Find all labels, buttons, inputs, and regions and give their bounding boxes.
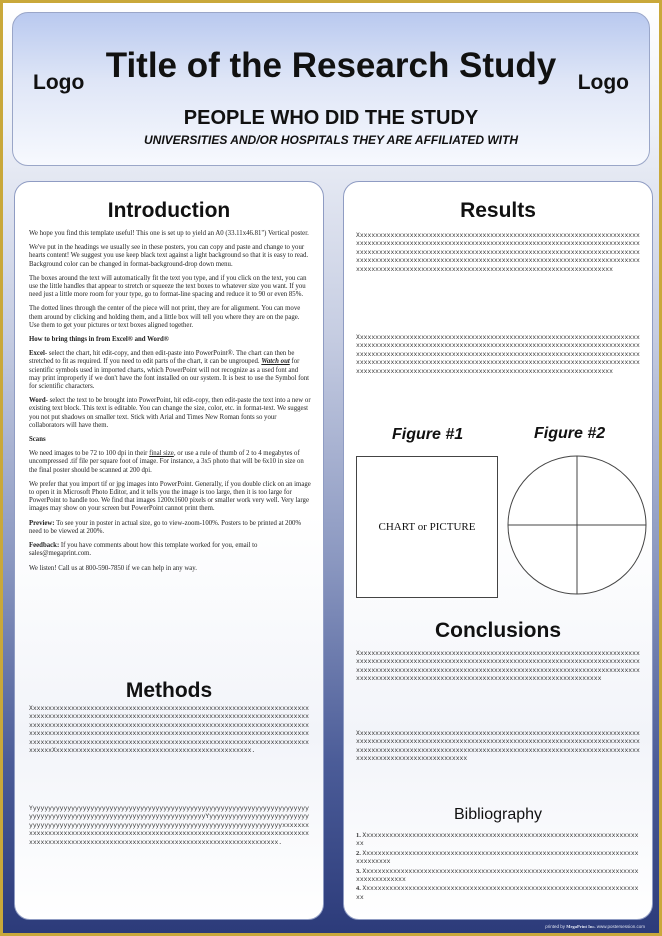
chart-placeholder-label: CHART or PICTURE (378, 521, 476, 533)
word-paragraph (29, 397, 311, 430)
contact-paragraph: We listen! Call us at 800-590-7850 if we can help in any way. (29, 564, 197, 572)
preview-label: Preview: (29, 519, 55, 527)
figure-1-placeholder (356, 456, 498, 598)
final-size-text: final size (149, 450, 174, 458)
introduction-body (29, 230, 311, 579)
conclusions-text-block: Xxxxxxxxxxxxxxxxxxxxxxxxxxxxxxxxxxxxxxxxxxxxxxxxxxxxxxxxxxxxxxxxxxxxxxxxxxxxxxxxxxxxxxxxxxxxxxxxxxxxxxxxxxxxxxxxxxxxxxxxxxxxxxxxxxxxxxxxxxxxxxxxxxxxxxxxxxxxxxxxxxxxxxxxxxxxxxxxxxxxxxxxxxxxxxxxxxxxxxxxxxxxxxxxxxxxxxxxxxxxxxxxxxxxxxxxxxxxxxxxxxxxxxxxxxx (356, 730, 640, 763)
bibliography-item-text: Xxxxxxxxxxxxxxxxxxxxxxxxxxxxxxxxxxxxxxxxxxxxxxxxxxxxxxxxxxxxxxxxxxxxxxxxxx (356, 832, 639, 848)
logo-right: Logo (577, 71, 629, 94)
word-text: - select the text to be brought into PowerPoint, hit edit-copy, then edit-paste the text into a new or existing text block. This text is editable. You can change the size, color, etc. in format-text. We suggest you not put shadows on smaller text. Stick with Arial and Times New Roman fonts so your collaborators will have them. (29, 397, 311, 429)
left-column-panel (14, 181, 324, 920)
bibliography-item: 4. Xxxxxxxxxxxxxxxxxxxxxxxxxxxxxxxxxxxxxxxxxxxxxxxxxxxxxxxxxxxxxxxxxxxxxxxxxx (356, 885, 639, 901)
bibliography-item-text: Xxxxxxxxxxxxxxxxxxxxxxxxxxxxxxxxxxxxxxxxxxxxxxxxxxxxxxxxxxxxxxxxxxxxxxxxxx (356, 885, 639, 901)
intro-paragraph: The dotted lines through the center of the piece will not print, they are for alignment. You can move them around by clicking and holding them, and a little box will tell you where they are on the page. Use them to get your pictures or text boxes aligned together. (29, 305, 301, 329)
scans-heading (29, 436, 311, 444)
bibliography-item: 3. Xxxxxxxxxxxxxxxxxxxxxxxxxxxxxxxxxxxxxxxxxxxxxxxxxxxxxxxxxxxxxxxxxxxxxxxxxxxxxxxxxxxxx (356, 867, 639, 884)
intro-paragraph: The boxes around the text will automatically fit the text you type, and if you click on the text, you can use the little handles that appear to stretch or squeeze the text boxes to whatever size you want. If you need just a little more room for your type, go to format-line spacing and reduce it to 90 or even 85%. (29, 274, 307, 299)
feedback-label: Feedback: (29, 542, 60, 550)
import-paragraph: We prefer that you import tif or jpg images into PowerPoint. Generally, if you double click on an image to open it in Microsoft Photo Editor, and it tells you the image is too large, then it is too large for PowerPoint to handle too. We find that images 1200x1600 pixels or smaller work very well. Very large images may show on your screen but PowerPoint cannot print them. (29, 480, 311, 513)
authors: PEOPLE WHO DID THE STUDY (183, 107, 479, 129)
how-to-heading (29, 336, 311, 344)
excel-text-cont: for scientific symbols used in imported charts, which PowerPoint will not recognize as a used font and may print improperly if we don't have the font installed on our system. It is best to use the Symbol font for scientific characters. (29, 358, 310, 391)
figure-2-circle-diagram (506, 454, 648, 596)
logo-left: Logo (33, 71, 85, 94)
methods-text-block: YyyyyyyyyyyyyyyyyyyyyyyyyyyyyyyyyyyyyyyyyyyyyyyyyyyyyyyyyyyyyyyyyyyyyyyyyyyyyyyyyyyyyyyyyyyyyyyyyyyyyyyyyyyyyyyyyyyyyyyYyyyyyyyyyyyyyyyyyyyyyyyyyyyyyyyyyyyyyyyyyyyyyyyyyyyyyyyyyyyyyyyyyyyyyyyyyyyyyyyyyyyyyyyyyyyyxxxxxxxxxxxxxxxxxxxxxxxxxxxxxxxxxxxxxxxxxxxxxxxxxxxxxxxxxxxxxxxxxxxxxxxxxxxxxxxxxxxxxxxxxxxxxxxxxxxxxxxxxxxxxxxxxxxxxxxxxxxxxxxxxxxxxxxxxxxxxxxxx. (29, 805, 309, 846)
introduction-heading: Introduction (107, 199, 231, 222)
figure-1-title: Figure #1 (392, 426, 464, 443)
feedback-text: If you have comments about how this template worked for you, email to sales@megaprint.com. (29, 542, 258, 558)
results-text-block: Xxxxxxxxxxxxxxxxxxxxxxxxxxxxxxxxxxxxxxxxxxxxxxxxxxxxxxxxxxxxxxxxxxxxxxxxxxxxxxxxxxxxxxxxxxxxxxxxxxxxxxxxxxxxxxxxxxxxxxxxxxxxxxxxxxxxxxxxxxxxxxxxxxxxxxxxxxxxxxxxxxxxxxxxxxxxxxxxxxxxxxxxxxxxxxxxxxxxxxxxxxxxxxxxxxxxxxxxxxxxxxxxxxxxxxxxxxxxxxxxxxxxxxxxxxxxxxxxxxxxxxxxxxxxxxxxxxxxxxxxxxxxxxxxxxxxxxxxxxxxxxxxxxxxxxxxxxxxxxxxxxxxxxxxxxxxxxxxxxxxxxxxxxxxxxxxxxxxxxxxxxx (356, 334, 640, 375)
preview-text: To see your in poster in actual size, go to view-zoom-100%. Posters to be printed at 200% need to be viewed at 200%. (29, 519, 302, 535)
footer-brand: MegaPrint Inc. (566, 924, 596, 929)
word-label: Word (29, 397, 46, 405)
scans-paragraph (29, 450, 311, 475)
footer-printed-by: printed by (545, 924, 567, 929)
right-column-panel (343, 181, 653, 920)
intro-paragraph: We've put in the headings we usually see in these posters, you can copy and paste and change to your hearts content! We suggest you use keep black text against a light background so that it is easy to read. Background color can be changed in format-background-drop down menu. (29, 244, 309, 268)
conclusions-text-block: Xxxxxxxxxxxxxxxxxxxxxxxxxxxxxxxxxxxxxxxxxxxxxxxxxxxxxxxxxxxxxxxxxxxxxxxxxxxxxxxxxxxxxxxxxxxxxxxxxxxxxxxxxxxxxxxxxxxxxxxxxxxxxxxxxxxxxxxxxxxxxxxxxxxxxxxxxxxxxxxxxxxxxxxxxxxxxxxxxxxxxxxxxxxxxxxxxxxxxxxxxxxxxxxxxxxxxxxxxxxxxxxxxxxxxxxxxxxxxxxxxxxxxxxxxxxxxxxxxxxxxxxxxxxxxxxxxxxxxxxxxxxxxx (356, 650, 640, 683)
conclusions-heading: Conclusions (434, 619, 561, 642)
how-to-heading-text: How to bring things in from Excel® and Word® (29, 336, 169, 344)
footer-credit (545, 924, 645, 929)
poster-title: Title of the Research Study (105, 46, 557, 85)
methods-heading: Methods (125, 679, 213, 702)
excel-paragraph (29, 350, 311, 391)
scans-text: We need images to be 72 to 100 dpi in their (29, 450, 150, 458)
footer-site: www.postersession.com (595, 924, 645, 929)
bibliography-heading: Bibliography (453, 806, 543, 823)
scans-label: Scans (29, 436, 46, 444)
bibliography-item-text: Xxxxxxxxxxxxxxxxxxxxxxxxxxxxxxxxxxxxxxxxxxxxxxxxxxxxxxxxxxxxxxxxxxxxxxxxxxxxxxxxxxxxx (356, 867, 639, 884)
figure-2-title: Figure #2 (534, 425, 606, 442)
intro-paragraph: We hope you find this template useful! This one is set up to yield an A0 (33.11x46.81") Vertical poster. (29, 230, 309, 237)
feedback-paragraph (29, 542, 311, 558)
bibliography-item-text: Xxxxxxxxxxxxxxxxxxxxxxxxxxxxxxxxxxxxxxxxxxxxxxxxxxxxxxxxxxxxxxxxxxxxxxxxxxxxxxxxx (356, 849, 639, 866)
preview-paragraph (29, 520, 311, 536)
excel-text: - select the chart, hit edit-copy, and then edit-paste into PowerPoint®. The chart can then be stretched to fit as required. If you need to edit parts of the chart, it can be ungrouped. (29, 350, 295, 366)
excel-label: Excel (29, 350, 45, 358)
results-text-block: Xxxxxxxxxxxxxxxxxxxxxxxxxxxxxxxxxxxxxxxxxxxxxxxxxxxxxxxxxxxxxxxxxxxxxxxxxxxxxxxxxxxxxxxxxxxxxxxxxxxxxxxxxxxxxxxxxxxxxxxxxxxxxxxxxxxxxxxxxxxxxxxxxxxxxxxxxxxxxxxxxxxxxxxxxxxxxxxxxxxxxxxxxxxxxxxxxxxxxxxxxxxxxxxxxxxxxxxxxxxxxxxxxxxxxxxxxxxxxxxxxxxxxxxxxxxxxxxxxxxxxxxxxxxxxxxxxxxxxxxxxxxxxxxxxxxxxxxxxxxxxxxxxxxxxxxxxxxxxxxxxxxxxxxxxxxxxxxxxxxxxxxxxxxxxxxxxxxxxxxxxxx (356, 232, 640, 273)
poster-header (12, 12, 650, 166)
bibliography-list (356, 832, 642, 903)
bibliography-item: 1. Xxxxxxxxxxxxxxxxxxxxxxxxxxxxxxxxxxxxxxxxxxxxxxxxxxxxxxxxxxxxxxxxxxxxxxxxxx (356, 832, 639, 848)
watch-out-text: Watch out (261, 358, 290, 366)
scans-text-cont: , or use a rule of thumb of 2 to 4 megabytes of uncompressed .tif file per square foot of image. For instance, a 3x5 photo that will be 6x10 in size on the final poster should be scanned at 200 dpi. (29, 450, 304, 474)
affiliations: UNIVERSITIES AND/OR HOSPITALS THEY ARE AFFILIATED WITH (143, 133, 518, 147)
methods-text-block: XxxxxxxxxxxxxxxxxxxxxxxxxxxxxxxxxxxxxxxxxxxxxxxxxxxxxxxxxxxxxxxxxxxxxxxxxxxxxxxxxxxxxxxxxxxxxxxxxxxxxxxxxxxxxxxxxxxxxxxxxxxxxxxxxxxxxxxxxxxxxxxxxxxxxxxxxxxxxxxxxxxxxxxxxxxxxxxxxxxxxxxxxxxxxxxxxxxxxxxxxxxxxxxxxxxxxxxxxxxxxxxxxxxxxxxxxxxxxxxxxxxxxxxxxxxxxxxxxxxxxxxxxxxxxxxxxxxxxxxxxxxxxxxxxxxxxxxxxxxxxxxxxxxxxxxxxxxxxxxxxxxxxxxxxxxxxxxxxxxxxxxxxxxxxxxxxxxxxxxxxxxxxxxxxxxXxxxxxxxxxxxxxxxxxxxxxxxxxxxxxxxxxxxxxxxxxxxxxxxxxxx. (29, 705, 309, 755)
bibliography-item: 2. Xxxxxxxxxxxxxxxxxxxxxxxxxxxxxxxxxxxxxxxxxxxxxxxxxxxxxxxxxxxxxxxxxxxxxxxxxxxxxxxxx (356, 849, 639, 866)
results-heading: Results (460, 199, 536, 222)
